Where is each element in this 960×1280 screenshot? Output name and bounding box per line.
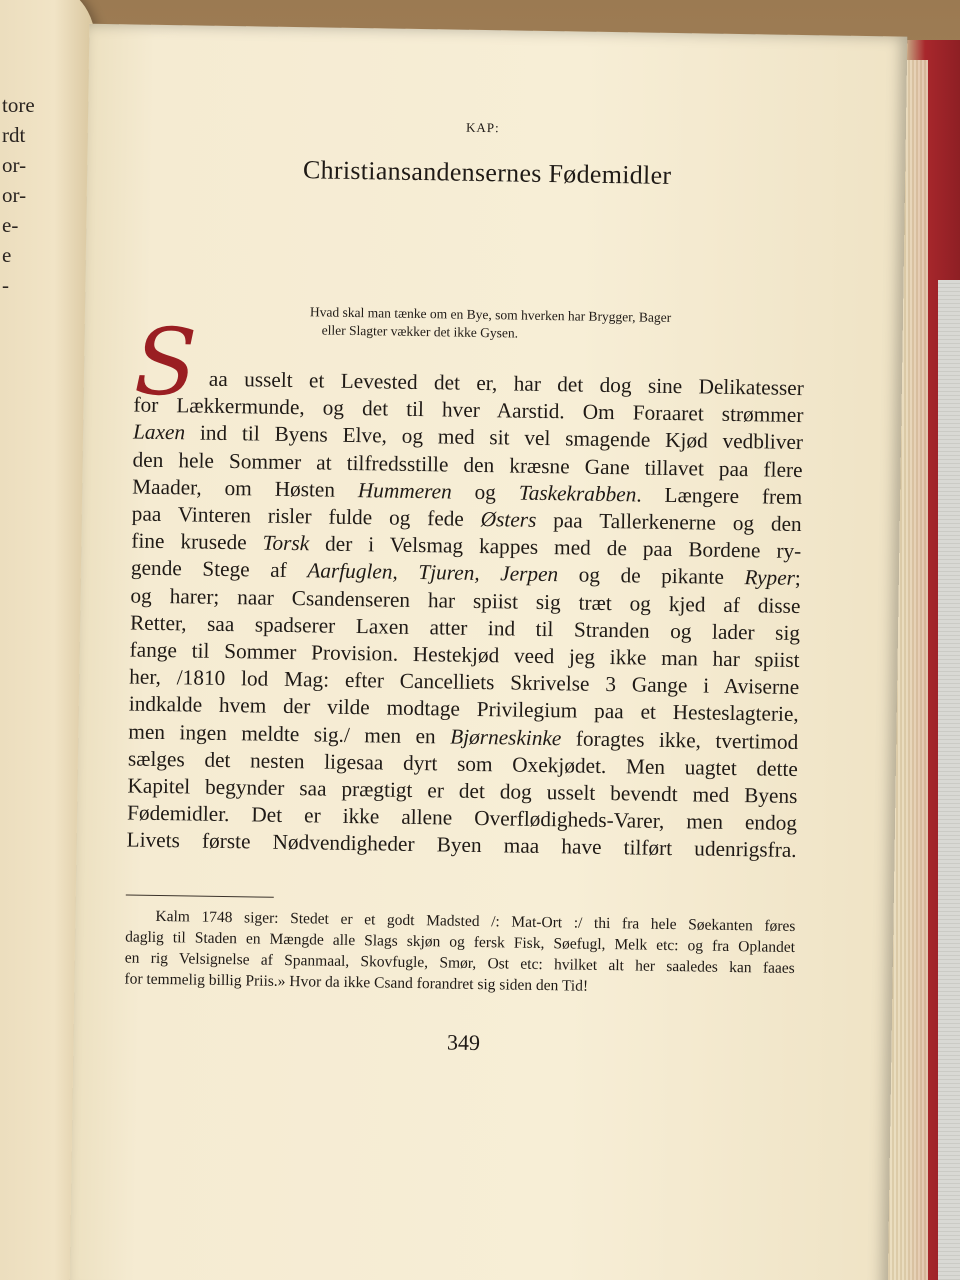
footnote-line: daglig til Staden en Mængde alle Slags skjøn og fersk Fisk, Søefugl, Melk etc: og fra Oplandet — [125, 928, 796, 956]
italic-term: Ryper — [744, 565, 796, 591]
bookmark-ribbon — [938, 280, 960, 1280]
body-line: for Lækkermunde, og det til hver Aarstid. Om Foraaret strømmer — [133, 392, 804, 428]
body-line: Maader, om Høsten Hummeren og Taskekrabben. Længere frem — [132, 474, 803, 509]
page-number: 349 — [446, 1029, 481, 1055]
running-head: KAP: — [465, 119, 500, 136]
body-line: Livets første Nødvendigheder Byen maa have tilført udenrigsfra. — [126, 827, 797, 863]
left-page-text-fragments — [2, 90, 35, 300]
body-line: sælges det nesten ligesaa dyrt som Oxekjødet. Men uagtet dette — [127, 746, 799, 781]
body-line: men ingen meldte sig./ men en Bjørneskinke foragtes ikke, tvertimod — [128, 719, 799, 754]
italic-term: Aarfuglen, Tjuren, Jerpen — [307, 558, 559, 587]
left-page-fragment: e- — [2, 213, 19, 237]
left-page-fragment: e — [2, 243, 12, 267]
right-page — [70, 24, 908, 1280]
italic-term: Hummeren — [357, 477, 452, 504]
body-line: her, /1810 lod Mag: efter Cancelliets Skrivelse 3 Gange i Aviserne — [129, 664, 800, 700]
footnote-rule — [126, 894, 274, 897]
footnote-line: for temmelig billig Priis.» Hvor da ikke Csand forandret sig siden den Tid! — [124, 970, 589, 995]
footnote-line: en rig Velsignelse af Spanmaal, Skovfugle, Smør, Ost etc: hvilket alt her saaledes kan faaes — [124, 949, 795, 977]
page-text-area — [123, 115, 808, 1061]
footnote — [124, 905, 795, 1000]
italic-term: Bjørneskinke — [450, 724, 562, 750]
body-line: indkalde hvem der vilde modtage Privilegium paa et Hesteslagterie, — [128, 691, 799, 727]
drop-cap: S — [133, 308, 199, 417]
body-line: Retter, saa spadserer Laxen atter ind til Stranden og lader sig — [129, 610, 801, 645]
body-line: Kapitel begynder saa prægtigt er det dog usselt bevendt med Byens — [127, 773, 798, 809]
body-line: paa Vinteren risler fulde og fede Østers paa Tallerkenerne og den — [131, 501, 802, 537]
italic-term: Laxen — [132, 419, 186, 445]
epigraph — [310, 303, 771, 346]
body-line: gende Stege af Aarfuglen, Tjuren, Jerpen og de pikante Ryper; — [130, 555, 802, 591]
chapter-title: Christiansandensernes Fødemidler — [302, 155, 672, 190]
body-line: aa usselt et Levested det er, har det dog sine Delikatesser — [208, 366, 805, 401]
italic-term: Torsk — [262, 530, 310, 556]
epigraph-line: Hvad skal man tænke om en Bye, som hverken har Brygger, Bager — [309, 304, 672, 325]
body-line: fange til Sommer Provision. Hestekjød veed jeg ikke man har spiist — [129, 637, 800, 673]
italic-term: Østers — [480, 507, 537, 532]
body-line: den hele Sommer at tilfredsstille den kræsne Gane tillavet paa flere — [132, 447, 803, 482]
left-page-fragment: or- — [2, 183, 27, 207]
left-page-fragment: rdt — [2, 123, 26, 147]
body-line: fine krusede Torsk der i Velsmag kappes med de paa Bordene ry- — [131, 528, 802, 564]
left-page-fragment: tore — [2, 93, 35, 117]
italic-term: Taskekrabben — [518, 480, 637, 507]
left-page-fragment: - — [2, 273, 9, 297]
left-page-fragment: or- — [2, 153, 27, 177]
body-line: Fødemidler. Det er ikke allene Overflødigheds-Varer, men endog — [126, 800, 798, 836]
footnote-line: Kalm 1748 siger: Stedet er et godt Madsted /: Mat-Ort :/ thi fra hele Søekanten føres — [155, 907, 796, 935]
body-line: Laxen ind til Byens Elve, og med sit vel smagende Kjød vedbliver — [132, 419, 804, 455]
epigraph-line: eller Slagter vækker det ikke Gysen. — [321, 322, 519, 341]
body-line: og harer; naar Csandenseren har spiist sig træt og kjed af disse — [130, 583, 801, 618]
